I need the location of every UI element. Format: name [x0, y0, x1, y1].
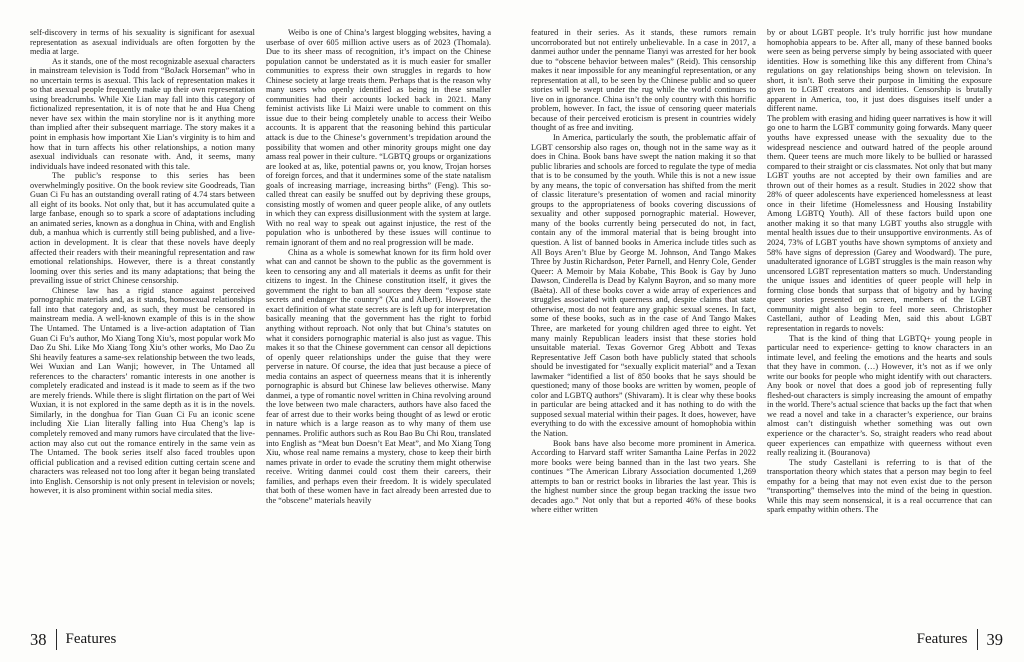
- footer-divider-right: [977, 629, 978, 650]
- page-right: [531, 28, 1003, 515]
- paragraph: Book bans have also become more prominent in America. According to Harvard staff writer Samantha Laine Perfas in 2022 more books were being banned than in the last two years. She continues “The American Library Association documented 1,269 attempts to ban or restrict books in libraries the last year. This is the highest number since the group began tracking the issue two decades ago.” Not only that but a reported 46% of these books where either written: [531, 438, 756, 515]
- text-column-1: [30, 28, 255, 505]
- text-column-3: [531, 28, 756, 515]
- paragraph: by or about LGBT people. It’s truly horrific just how mundane homophobia appears to be. After all, many of these banned books were seen as being perverse simply by being associated with queer identities. How is something like this any different from China’s regulations on gay relationships being shown on television. In short, it isn’t. Both serve their purpose in limiting the exposure given to LGBT creators and identities. Censorship is brutally apparent in America, too, it just does disguises itself under a different name.: [767, 28, 992, 114]
- paragraph: As it stands, one of the most recognizable asexual characters in mainstream television is Todd from “BoJack Horseman” who in no uncertain terms is asexual. This lack of representation makes it so that asexual people frequently make up their own representation using breadcrumbs. While Xie Lian may fall into this category of fictionalized representation, it is of note that he and Hua Cheng never have sex within the main storyline nor is it anything more than implied after their subsequent marriage. The story makes it a point in emphasis how important Xie Lian’s virginity is to him and how that in turn affects his other relationships, a notion many asexual individuals can resonate with. And, it seems, many individuals have indeed resonated with this tale.: [30, 56, 255, 171]
- paragraph: The study Castellani is referring to is that of the transportation theory which states that a person may begin to feel empathy for a being that may not even exist due to the person “transporting” themselves into the mind of the being in question. While this may seem nonsensical, it is a real occurrence that can spark empathy within others. The: [767, 457, 992, 515]
- paragraph: self-discovery in terms of his sexuality is significant for asexual representation as asexual individuals are often forgotten by the media at large.: [30, 28, 255, 57]
- paragraph: featured in their series. As it stands, these rumors remain uncorroborated but not entirely unbelievable. In a case in 2017, a danmei author under the penname Tianyi was arrested for her book due to “obscene behavior between males” (Reid). This censorship makes it near impossible for any meaningful representation, or any representation at all, to be seen by the Chinese public and so queer stories will be swept under the rug while the world continues to live on in ignorance. China isn’t the only country with this horrific problem, however. In fact, the issue of censoring queer materials because of their perceived eroticism is present in countries widely thought of as free and inviting.: [531, 28, 756, 133]
- paragraph: The problem with erasing and hiding queer narratives is how it will go one to harm the LGBT community going forwards. Many queer youths have expressed unease with the sexuality due to the widespread nescience and outward hatred of the people around them. Queer teens are much more likely to be bullied or harassed compared to their straight or cis classmates. Not only that but many LGBT youths are not accepted by their own families and are thrown out of their homes as a result. Studies in 2022 show that 28% of queer adolescents have experienced homelessness at least once in their lifetime (Homelessness and Housing Instability Among LGBTQ Youth). All of these factors build upon one another making it so that many LGBT youths also struggle with mental health issues due to their unsupportive environments. As of 2024, 73% of LGBT youths have shown symptoms of anxiety and 58% have signs of depression (Garey and Woodward). The pure, unadulterated ignorance of LGBT struggles is the main reason why uncensored LGBT representation matters so much. Understanding the unique issues and identities of queer people will help in forming close bonds that surpass that of bigotry and by having queer stories presented on screen, members of the LGBT community might also begin to feel more seen. Christopher Castellani, author of Leading Men, said this about LGBT representation in regards to novels:: [767, 113, 992, 333]
- section-label-left: Features: [65, 631, 117, 647]
- text-column-2: [266, 28, 491, 505]
- page-number-left: 38: [30, 629, 47, 649]
- paragraph: That is the kind of thing that LGBTQ+ young people in particular need to experience- getting to know characters in an intimate level, and feeling the emotions and the hearts and souls that they have in common. (…) However, it’s not as if we only write our books for people who might identify with out characters. Any book or novel that does a good job of representing fully fleshed-out characters is simply increasing the amount of empathy in the world. There’s actual science that backs up the fact that when we read a novel and take in a character’s experience, our brains almost can’t distinguish whether something was out own experience or the character’s. So, straight readers who read about queer experiences can empathize with queerness without even really realizing it. (Bouranova): [767, 333, 992, 458]
- paragraph: In America, particularly the south, the problematic affair of LGBT censorship also rages on, though not in the same way as it does in China. Book bans have swept the nation making it so that public libraries and schools are forced to regulate the type of media that is to be consumed by the youth. While this is not a new issue by any means, the topic of conversation has shifted from the merit of classic literature’s presentation of women and racial minority groups to the appropriateness of books covering discussions of sexuality and other supposed pornographic material. However, many of the books currently being persecuted do not, in fact, contain any of the immoral material that is being brought into question. A list of banned books in America include titles such as All Boys Aren’t Blue by George M. Johnson, And Tango Makes Three by Justin Richardson, Peter Parnell, and Henry Cole, Gender Queer: A Memoir by Maia Kobabe, This Book is Gay by Juno Dawson, Cinderella is Dead by Kalynn Bayron, and so many more (Baèta). All of these books cover a wide array of experiences and struggles associated with queerness and, despite claims that state otherwise, most do not feature any graphic sexual scenes. In fact, some of these books, such as in the case of And Tango Makes Three, are marketed for young children aged three to eight. Yet many mainly Republican leaders insist that these stories hold unsuitable material. Texas Governor Greg Abbott and Texas Representative Jeff Cason both have publicly stated that schools should be investigated for “sexually explicit material” and a Texan lawmaker “identified a list of 850 books that he says should be questioned; many of those books are written by women, people of color and LGBTQ authors” (Shivaram). It is clear why these books in particular are being attacked and it has nothing to do with the supposed sexual material within their pages. It does, however, have everything to do with the excessive amount of homophobia within the Nation.: [531, 133, 756, 438]
- page-number-right: 39: [986, 629, 1003, 649]
- text-column-4: [767, 28, 992, 515]
- page-left: [30, 28, 492, 505]
- footer-divider-left: [56, 629, 57, 650]
- paragraph: Chinese law has a rigid stance against perceived pornographic materials and, as it stands, homosexual relationships fall into that category and, as such, they must be censored in mainstream media. A well-known example of this is in the show The Untamed. The Untamed is a live-action adaptation of Tian Guan Ci Fu’s author, Mo Xiang Tong Xiu’s, most popular work Mo Dao Zu Shi. Like Mo Xiang Tong Xiu’s other works, Mo Dao Zu Shi heavily features a same-sex relationship between the two leads, Wei Wuxian and Lan Wanji; however, in The Untamed all references to the characters’ romantic interests in one another is completely eradicated and instead is it made to seem as if the two are merely friends. While there is slight flirtation on the part of Wei Wuxian, it is not explored in the same depth as it is in the novels. Similarly, in the donghua for Tian Guan Ci Fu an iconic scene including Xie Lian literally falling into Hua Cheng’s lap is completely removed and many rumors have circulated that the live-action may also cut out the romance entirely in the same vein as The Untamed. The book series itself also faced troubles upon official publication and a revised edition cutting certain scene and characters was released not too long after it began being translated into English. Censorship is not only present in television or novels; however, it is also prominent within social media sites.: [30, 285, 255, 496]
- paragraph: Weibo is one of China’s largest blogging websites, having a userbase of over 605 million active users as of 2023 (Thomala). Due to its sheer mass of recognition, it’s impact on the Chinese population cannot be understated as it is much easier for smaller communities to express their own struggles in regards to how Chinese society at large treats them. Perhaps that is the reason why many users who openly identified as being in these smaller communities had their accounts locked back in 2021. Many feminist activists like Li Maizi were unable to comment on this issue due to their being completely unable to access their Weibo accounts. It is apparent that the reasoning behind this particular attack is due to the Chinese’s government’s trepidation around the possibility that women and other minority groups might one day amass real power in their culture. “LGBTQ groups or organizations are looked at as, like, potential pawns or, you know, Trojan horses of foreign forces, and that it undermines some of the state natalism goals of increasing marriage, increasing births” (Feng). This so-called threat can easily be snuffed out by depriving these groups, consisting mostly of women and queer people alike, of any outlets in which they can express disillusionment with the system at large. With no real way to speak out against injustice, the rest of the population who is unbothered by these issues will continue to remain ignorant of them and no real progression will be made.: [266, 28, 491, 248]
- footer-left: [30, 629, 116, 650]
- paragraph: The public’s response to this series has been overwhelmingly positive. On the book review site Goodreads, Tian Guan Ci Fu has an outstanding overall rating of 4.74 stars between all eight of its books. Not only that, but it has accumulated quite a large fanbase, enough so to spark a score of adaptations including an animated series, known as a donghua in China, with and English dub, a manhua which is currently still being published, and a live-action in development. It is clear that these novels have deeply affected their readers with their meaningful representation and raw emotional relationships. However, there is a threat constantly looming over this series and its many adaptations; that being the prevailing issue of strict Chinese censorship.: [30, 171, 255, 286]
- left-page-columns: [30, 28, 492, 505]
- section-label-right: Features: [916, 631, 968, 647]
- right-page-columns: [531, 28, 1003, 515]
- paragraph: China as a whole is somewhat known for its firm hold over what can and cannot be shown to the public as the government is keen to censoring any and all materials it deems as unfit for their citizens to ingest. In the Chinese constitution itself, it gives the government the right to ban all sources they deem “expose state secrets and endanger the country” (Xu and Albert). However, the exact definition of what state secrets are is left up for interpretation basically meaning that the government has the right to forbid anything without reproach. Not only that but China’s statutes on what it considers pornographic material is also just as vague. This makes it so that the Chinese government can censor all depictions of openly queer relationships under the guise that they were perverse in nature. Of course, the idea that just because a piece of media contains an aspect of queerness means that it is inherently pornographic is absurd but Chinese law believes otherwise. Many danmei, a type of romantic novel written in China revolving around the love between two male characters, authors have also faced the fear of arrest due to their works being thought of as lewd or erotic in nature which is a large reason as to why many of them use pennames. Prolific authors such as Rou Bao Bu Chi Rou, translated into English as “Meat bun Doesn’t Eat Meat”, and Mo Xiang Tong Xiu, whose real name remains a mystery, chose to keep their birth names private in order to evade the scrutiny them might otherwise receive. Writing danmei could cost them their careers, their families, and perhaps even their freedom. It is widely speculated that both of these women have in fact already been arrested due to the “obscene” materials heavily: [266, 247, 491, 505]
- footer-right: [917, 629, 1003, 650]
